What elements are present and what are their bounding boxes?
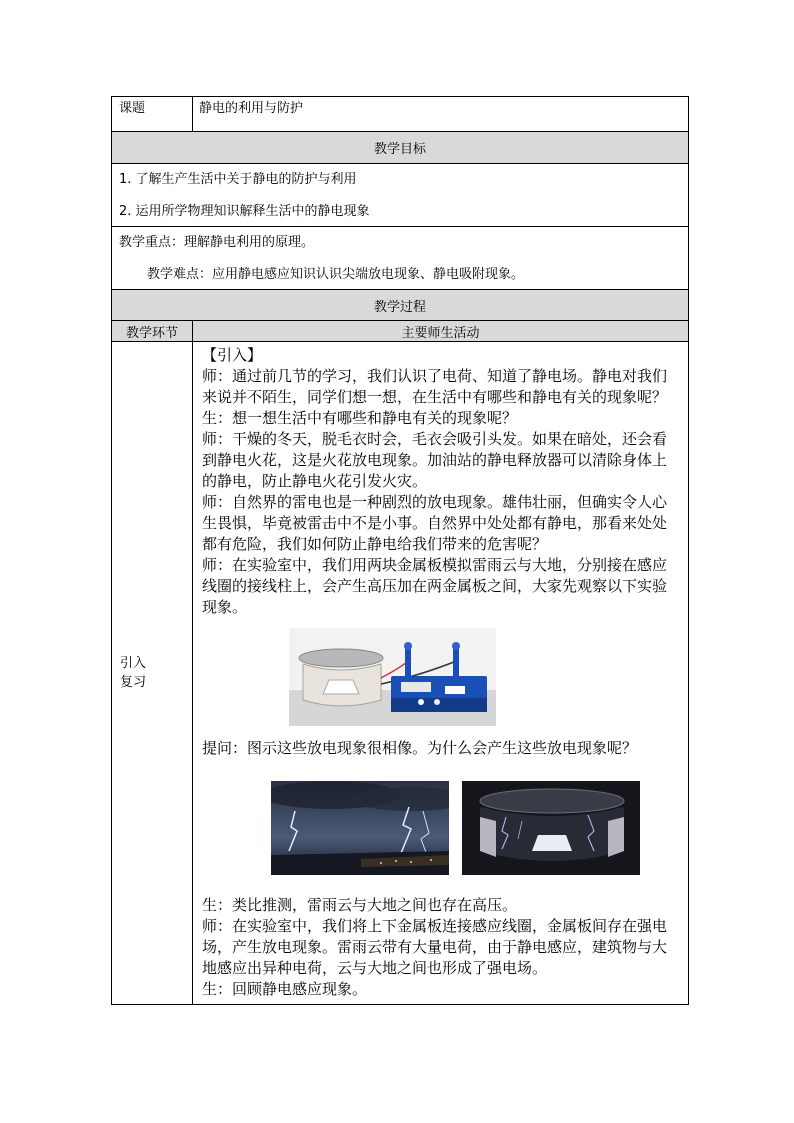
paragraph: 师：在实验室中，我们将上下金属板连接感应线圈，金属板间存在强电场，产生放电现象。雷雨云带有大量电荷，由于静电感应，建筑物与大地感应出异种电荷，云与大地之间也形成了强电场。 xyxy=(202,917,668,977)
lightning-image xyxy=(271,781,449,875)
topic-row xyxy=(112,97,689,132)
activity-cell xyxy=(193,342,689,1005)
stage-cell xyxy=(112,342,193,1005)
topic-value: 静电的利用与防护 xyxy=(193,97,689,132)
question-text: 提问：图示这些放电现象很相像。为什么会产生这些放电现象呢？ xyxy=(202,739,638,757)
column-header-activity: 主要师生活动 xyxy=(193,321,689,342)
paragraph: 【引入】 xyxy=(202,346,263,364)
objectives-row xyxy=(112,164,689,227)
topic-label: 课题 xyxy=(112,97,193,132)
paragraph: 师：在实验室中，我们用两块金属板模拟雷雨云与大地，分别接在感应线圈的接线柱上，会产生高压加在两金属板之间，大家先观察以下实验现象。 xyxy=(202,556,668,616)
key-points-row xyxy=(112,227,689,290)
difficult-point: 教学难点：应用静电感应知识认识尖端放电现象、静电吸附现象。 xyxy=(147,267,525,282)
paragraph: 生：回顾静电感应现象。 xyxy=(202,980,368,998)
objective-item: 1. 了解生产生活中关于静电的防护与利用 xyxy=(119,172,357,187)
objectives-cell xyxy=(112,164,689,227)
apparatus-image xyxy=(289,628,496,726)
paragraph: 师：通过前几节的学习，我们认识了电荷、知道了静电场。静电对我们来说并不陌生，同学们想一想，在生活中有哪些和静电有关的现象呢？ xyxy=(202,367,668,406)
objective-item: 2. 运用所学物理知识解释生活中的静电现象 xyxy=(119,204,370,219)
paragraph: 生：想一想生活中有哪些和静电有关的现象呢？ xyxy=(202,409,518,427)
column-header-stage: 教学环节 xyxy=(112,321,193,342)
experiment-apparatus-photo xyxy=(289,628,496,726)
objectives-header-row xyxy=(112,132,689,164)
process-header: 教学过程 xyxy=(112,290,689,321)
paragraph: 师：干燥的冬天，脱毛衣时会，毛衣会吸引头发。如果在暗处，还会看到静电火花，这是火花放电现象。加油站的静电释放器可以清除身体上的静电，防止静电火花引发火灾。 xyxy=(202,430,668,490)
process-header-row xyxy=(112,290,689,321)
paragraph: 师：自然界的雷电也是一种剧烈的放电现象。雄伟壮丽，但确实令人心生畏惧，毕竟被雷击中不是小事。自然界中处处都有静电，那看来处处都有危险，我们如何防止静电给我们带来的危害呢？ xyxy=(202,493,668,553)
key-point: 教学重点：理解静电利用的原理。 xyxy=(119,235,315,250)
process-row xyxy=(112,342,689,1005)
objectives-header: 教学目标 xyxy=(112,132,689,164)
lab-discharge-photo xyxy=(462,781,640,875)
lab-discharge-image xyxy=(462,781,640,875)
stage-name: 复习 xyxy=(120,675,147,690)
discharge-photos xyxy=(271,781,675,875)
key-points-cell xyxy=(112,227,689,290)
paragraph: 生：类比推测，雷雨云与大地之间也存在高压。 xyxy=(202,896,518,914)
lesson-plan-table xyxy=(111,96,689,1005)
column-header-row xyxy=(112,321,689,342)
lightning-photo xyxy=(271,781,449,875)
stage-name: 引入 xyxy=(120,656,147,671)
